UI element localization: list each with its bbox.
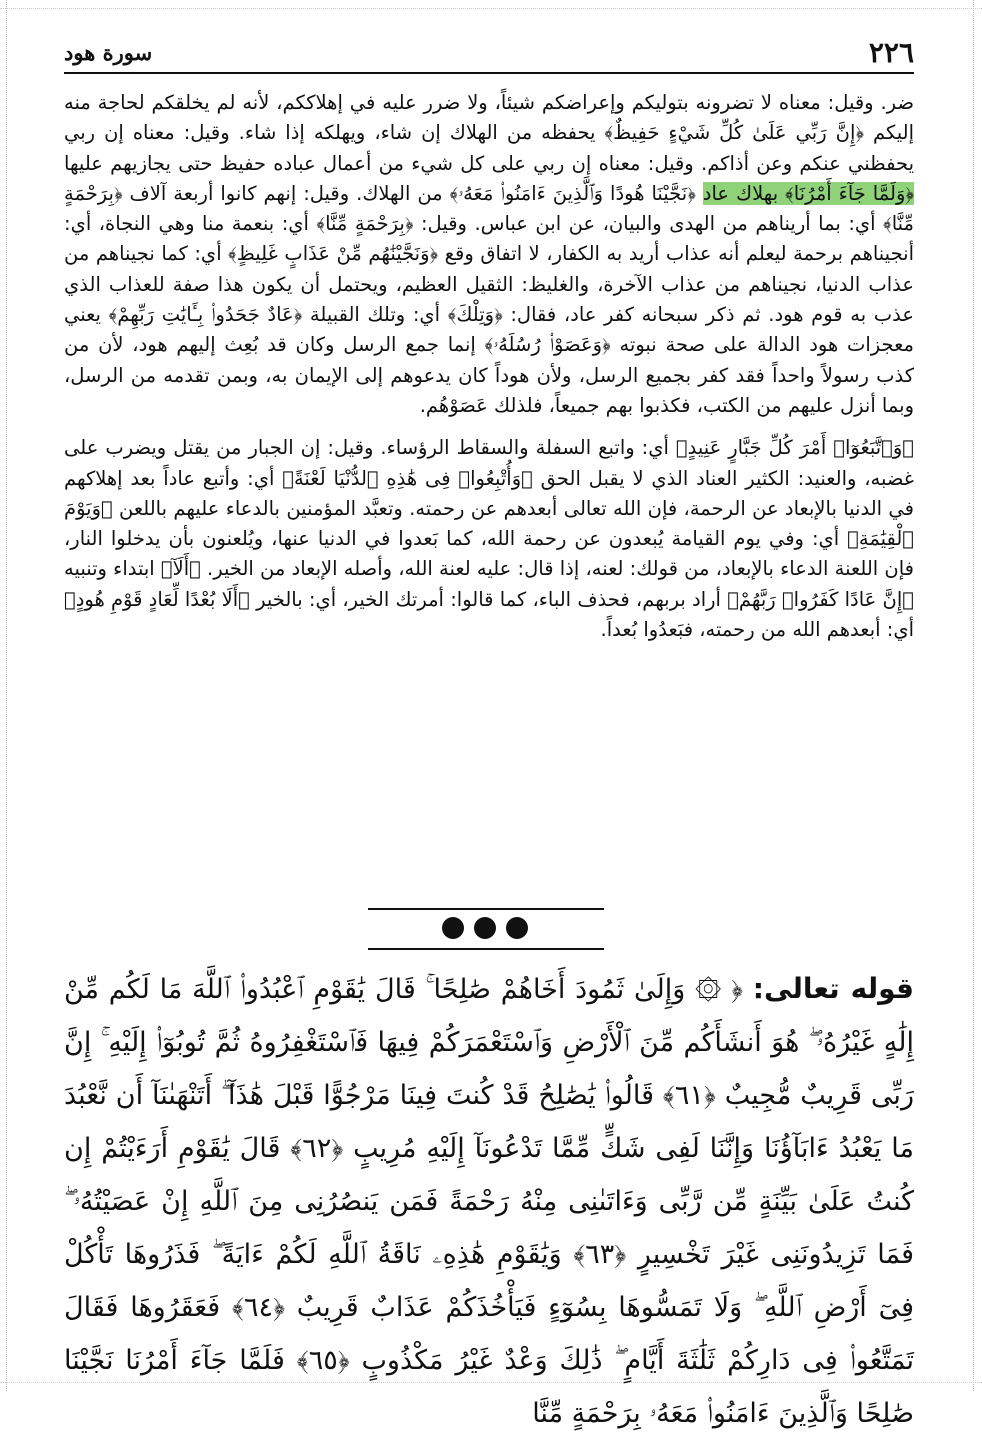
commentary-text: ضر. وقيل: معناه لا تضرونه بتوليكم وإعراضكم شيئاً، ولا ضرر عليه في إهلاككم، لأنه لم يخلقكم لحاجة منه إليكم ﴿إِنَّ رَبِّي عَلَىٰ كُلِّ شَيْءٍ حَفِيظٌ﴾ يحفظه من الهلاك إن شاء، ويهلكه إذا شاء. وقيل: معناه إن ربي يحفظني عنكم وعن أذاكم. وقيل: معناه إن ربي على كل شيء من أعمال عباده حفيظ حتى يجازيهم عليها xyxy=(64,91,914,175)
scan-edge-top xyxy=(0,8,982,9)
commentary-paragraph-2: ﴿وَٱتَّبَعُوٓا۟ أَمْرَ كُلِّ جَبَّارٍ عَنِيدٍ﴾ أي: واتبع السفلة والسقاط الرؤساء. وقيل: إن الجبار من يقتل ويضرب على غضبه، والعنيد: الكثير العناد الذي لا يقبل الحق ﴿وَأُتْبِعُوا۟ فِى هَٰذِهِ ٱلدُّنْيَا لَعْنَةً﴾ أي: وأتبع عاداً بعد إهلاكهم في الدنيا بالإبعاد عن الرحمة، فإن الله تعالى أبعدهم عن رحمته. وتعبَّد المؤمنين بالدعاء عليهم باللعن ﴿وَيَوْمَ ٱلْقِيَٰمَةِ﴾ أي: وفي يوم القيامة يُبعدون عن رحمة الله، كما بَعدوا في الدنيا عنها، ويُلعنون بأن يدخلوا النار، فإن اللعنة الدعاء بالإبعاد، من قولك: لعنه، إذا قال: عليه لعنة الله، وأصله الإبعاد من الخير. ﴿أَلَآ﴾ ابتداء وتنبيه ﴿إِنَّ عَادًا كَفَرُوا۟ رَبَّهُمْ﴾ أراد بربهم، فحذف الباء، كما قالوا: أمرتك الخير، أي: بالخير ﴿أَلَا بُعْدًا لِّعَادٍ قَوْمِ هُودٍ﴾ أي: أبعدهم الله من رحمته، فبَعدُوا بُعداً. xyxy=(64,436,914,642)
surah-name: سورة هود xyxy=(64,39,153,65)
section-ornament xyxy=(410,913,560,943)
commentary-section xyxy=(64,88,914,645)
highlighted-text: ﴿وَلَمَّا جَآءَ أَمْرُنَا﴾ بهلاك عاد xyxy=(702,181,915,205)
page-header xyxy=(64,32,914,74)
commentary-paragraph-1 xyxy=(64,88,914,421)
scan-edge-left xyxy=(6,0,7,1391)
section-divider-bottom xyxy=(368,948,604,950)
section-divider-top xyxy=(368,908,604,910)
ornament-dot xyxy=(474,917,496,939)
verses-lead: قوله تعالى: xyxy=(752,972,914,1005)
scan-edge-right xyxy=(973,0,974,1391)
verses-text: ﴿ ۞ وَإِلَىٰ ثَمُودَ أَخَاهُمْ صَٰلِحًا ۚ قَالَ يَٰقَوْمِ ٱعْبُدُوا۟ ٱللَّهَ مَا لَكُم مِّنْ إِلَٰهٍ غَيْرُهُۥ ۖ هُوَ أَنشَأَكُم مِّنَ ٱلْأَرْضِ وَٱسْتَعْمَرَكُمْ فِيهَا فَٱسْتَغْفِرُوهُ ثُمَّ تُوبُوٓا۟ إِلَيْهِ ۚ إِنَّ رَبِّى قَرِيبٌ مُّجِيبٌ ﴿٦١﴾ قَالُوا۟ يَٰصَٰلِحُ قَدْ كُنتَ فِينَا مَرْجُوًّا قَبْلَ هَٰذَآ ۖ أَتَنْهَىٰنَآ أَن نَّعْبُدَ مَا يَعْبُدُ ءَابَآؤُنَا وَإِنَّنَا لَفِى شَكٍّ مِّمَّا تَدْعُونَآ إِلَيْهِ مُرِيبٍ ﴿٦٢﴾ قَالَ يَٰقَوْمِ أَرَءَيْتُمْ إِن كُنتُ عَلَىٰ بَيِّنَةٍ مِّن رَّبِّى وَءَاتَىٰنِى مِنْهُ رَحْمَةً فَمَن يَنصُرُنِى مِنَ ٱللَّهِ إِنْ عَصَيْتُهُۥ ۖ فَمَا تَزِيدُونَنِى غَيْرَ تَخْسِيرٍ ﴿٦٣﴾ وَيَٰقَوْمِ هَٰذِهِۦ نَاقَةُ ٱللَّهِ لَكُمْ ءَايَةً ۖ فَذَرُوهَا تَأْكُلْ فِىٓ أَرْضِ ٱللَّهِ ۖ وَلَا تَمَسُّوهَا بِسُوٓءٍ فَيَأْخُذَكُمْ عَذَابٌ قَرِيبٌ ﴿٦٤﴾ فَعَقَرُوهَا فَقَالَ تَمَتَّعُوا۟ فِى دَارِكُمْ ثَلَٰثَةَ أَيَّامٍ ۖ ذَٰلِكَ وَعْدٌ غَيْرُ مَكْذُوبٍ ﴿٦٥﴾ فَلَمَّا جَآءَ أَمْرُنَا نَجَّيْنَا صَٰلِحًا وَٱلَّذِينَ ءَامَنُوا۟ مَعَهُۥ بِرَحْمَةٍ مِّنَّا xyxy=(64,974,914,1429)
quran-verses xyxy=(64,962,914,1440)
page-number: ٢٢٦ xyxy=(868,35,914,69)
ornament-dot xyxy=(506,917,528,939)
ornament-dot xyxy=(442,917,464,939)
commentary-text: ﴿نَجَّيْنَا هُودًا وَٱلَّذِينَ ءَامَنُوا۟ مَعَهُۥ﴾ من الهلاك. وقيل: إنهم كانوا أربعة آلاف ﴿بِرَحْمَةٍ مِّنَّا﴾ أي: بما أريناهم من الهدى والبيان، عن ابن عباس. وقيل: ﴿بِرَحْمَةٍ مِّنَّا﴾ أي: بنعمة منا وهي النجاة، أي: أنجيناهم برحمة ليعلم أنه عذاب أريد به الكفار، لا اتفاق وقع ﴿وَنَجَّيْنَٰهُم مِّنْ عَذَابٍ غَلِيظٍ﴾ أي: كما نجيناهم من عذاب الدنيا، نجيناهم من عذاب الآخرة، والغليظ: الثقيل العظيم، ويحتمل أن يكون هذا صفة للعذاب الذي عذب به قوم هود. ثم ذكر سبحانه كفر عاد، فقال: ﴿وَتِلْكَ﴾ أي: وتلك القبيلة ﴿عَادٌ جَحَدُوا۟ بِـَٔايَٰتِ رَبِّهِمْ﴾ يعني معجزات هود الدالة على صحة نبوته ﴿وَعَصَوْا۟ رُسُلَهُۥ﴾ إنما جمع الرسل وكان قد بُعِث إليهم هود، لأن من كذب رسولاً واحداً فقد كفر بجميع الرسل، ولأن هوداً كان يدعوهم إلى الإيمان به، وبمن تقدمه من الرسل، وبما أنزل عليهم من الكتب، فكذبوا بهم جميعاً، فلذلك عَصَوْهُم. xyxy=(64,181,914,417)
